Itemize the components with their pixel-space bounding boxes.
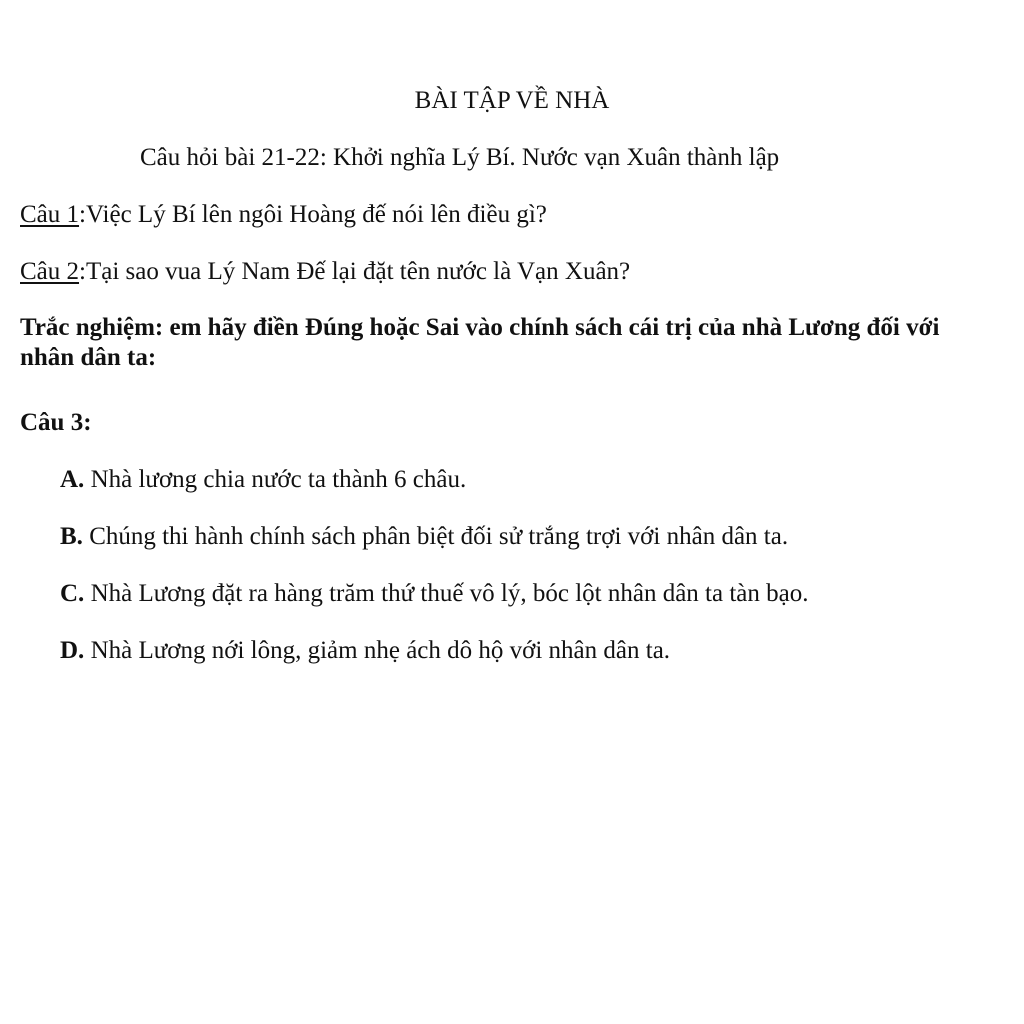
option-c bbox=[60, 579, 808, 609]
option-d bbox=[60, 636, 670, 666]
option-b bbox=[60, 522, 788, 552]
option-c-text: Nhà Lương đặt ra hàng trăm thứ thuế vô lý, bóc lột nhân dân ta tàn bạo. bbox=[84, 580, 809, 607]
option-a-text: Nhà lương chia nước ta thành 6 châu. bbox=[84, 466, 467, 493]
question-2-label: Câu 2 bbox=[20, 258, 80, 285]
option-b-letter: B. bbox=[60, 523, 83, 550]
question-1-text: :Việc Lý Bí lên ngôi Hoàng đế nói lên điều gì? bbox=[79, 201, 547, 228]
question-1 bbox=[20, 200, 547, 230]
question-1-label: Câu 1 bbox=[20, 201, 80, 228]
quiz-instruction: Trắc nghiệm: em hãy điền Đúng hoặc Sai vào chính sách cái trị của nhà Lương đối với nhân dân ta: bbox=[20, 314, 940, 371]
lesson-subtitle: Câu hỏi bài 21-22: Khởi nghĩa Lý Bí. Nước vạn Xuân thành lập bbox=[140, 144, 780, 171]
page-title: BÀI TẬP VỀ NHÀ bbox=[414, 87, 610, 114]
option-a-letter: A. bbox=[60, 466, 85, 493]
option-d-letter: D. bbox=[60, 637, 85, 664]
option-a bbox=[60, 465, 466, 495]
option-d-text: Nhà Lương nới lông, giảm nhẹ ách dô hộ với nhân dân ta. bbox=[84, 637, 671, 664]
option-b-text: Chúng thi hành chính sách phân biệt đối sử trắng trợi với nhân dân ta. bbox=[82, 523, 789, 550]
question-3-label: Câu 3: bbox=[20, 409, 92, 436]
question-2-text: :Tại sao vua Lý Nam Đế lại đặt tên nước là Vạn Xuân? bbox=[79, 258, 631, 285]
question-2 bbox=[20, 257, 630, 287]
option-c-letter: C. bbox=[60, 580, 85, 607]
